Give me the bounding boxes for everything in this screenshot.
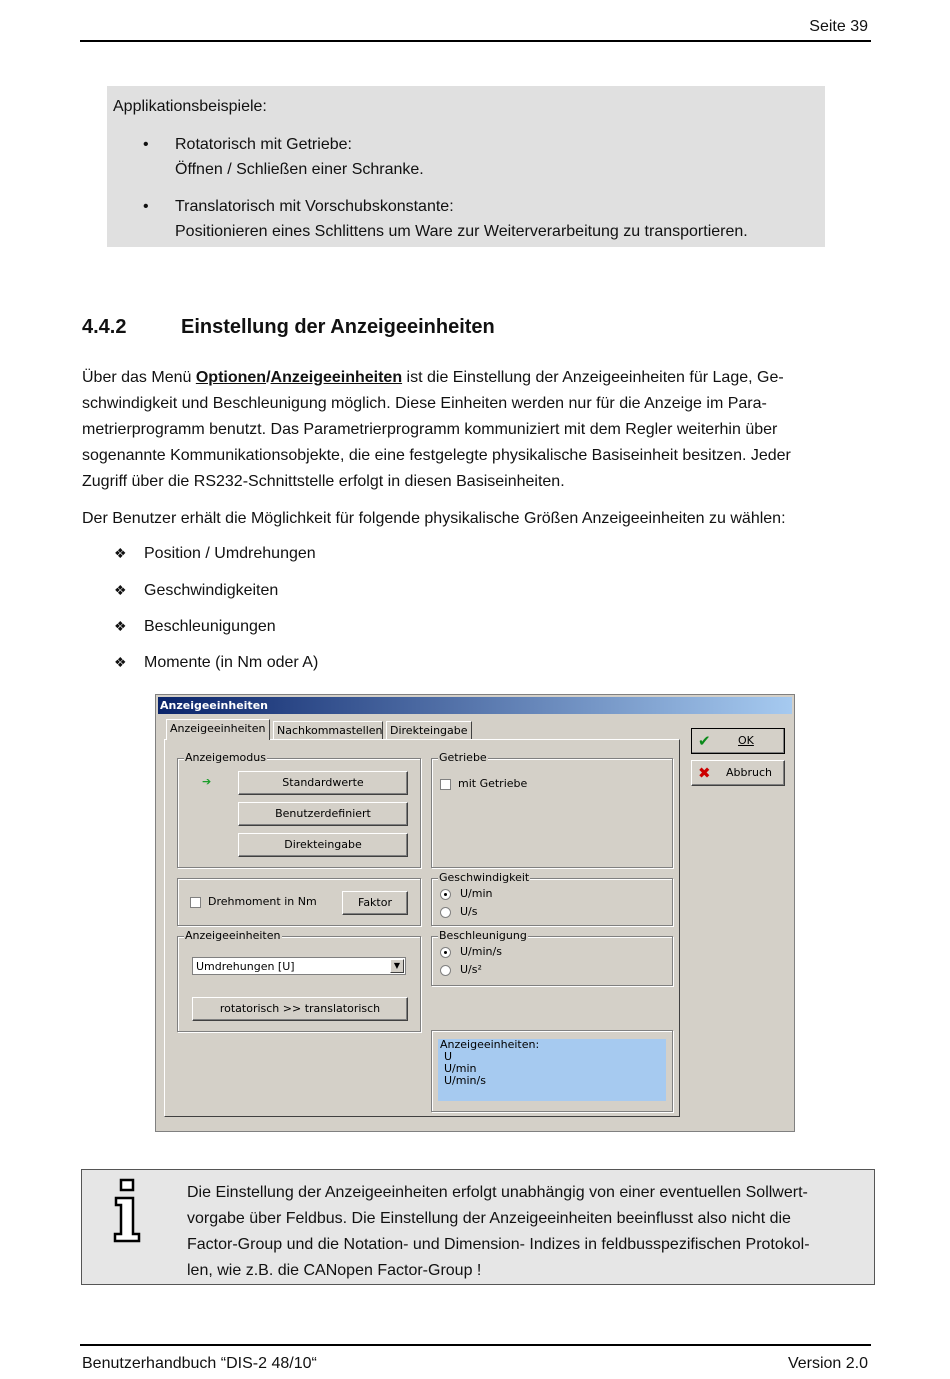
section-number: 4.4.2 (82, 316, 127, 338)
faktor-button[interactable]: Faktor (342, 891, 408, 915)
note-line: Factor-Group und die Notation- und Dimension- Indizes in feldbusspezifischen Protokol- (187, 1236, 810, 1253)
umin-label: U/min (460, 887, 493, 900)
list-item-label: Position / Umdrehungen (144, 545, 316, 562)
tab-direkteingabe[interactable]: Direkteingabe (386, 721, 472, 739)
uminps-label: U/min/s (460, 945, 502, 958)
page-number: Seite 39 (809, 18, 868, 35)
footer-version: Version 2.0 (787, 1355, 868, 1372)
summary-line: U/min (444, 1062, 477, 1075)
note-line: vorgabe über Feldbus. Die Einstellung der Anzeigeeinheiten beeinflusst also nicht die (187, 1210, 791, 1227)
summary-title: Anzeigeeinheiten: (440, 1038, 540, 1051)
arrow-right-icon: ➔ (202, 775, 212, 788)
tab-nachkommastellen[interactable]: Nachkommastellen (273, 721, 383, 739)
note-line: Die Einstellung der Anzeigeeinheiten erfolgt unabhängig von einer eventuellen Sollwert- (187, 1184, 808, 1201)
diamond-bullet-icon: ❖ (114, 582, 127, 598)
direkteingabe-button[interactable]: Direkteingabe (238, 833, 408, 857)
getriebe-group (431, 751, 673, 868)
list-item-label: Beschleunigungen (144, 618, 276, 635)
menu-separator: / (266, 369, 271, 386)
anzeigemodus-group (177, 751, 421, 868)
ok-label: OK (738, 734, 754, 747)
paragraph-text: Über das Menü (82, 369, 196, 386)
anzeigeeinheiten-legend: Anzeigeeinheiten (185, 929, 281, 942)
menu-optionen: Optionen (195, 369, 267, 386)
us2-radio[interactable] (440, 965, 451, 976)
us-radio[interactable] (440, 907, 451, 918)
mit-getriebe-checkbox[interactable] (440, 779, 451, 790)
footer-title: Benutzerhandbuch “DIS-2 48/10“ (82, 1355, 317, 1372)
application-item-line1: Rotatorisch mit Getriebe: (175, 136, 352, 153)
benutzerdefiniert-button[interactable]: Benutzerdefiniert (238, 802, 408, 826)
dropdown-arrow-icon[interactable]: ▼ (390, 959, 404, 973)
getriebe-legend: Getriebe (439, 751, 487, 764)
summary-box (438, 1039, 666, 1101)
note-line: len, wie z.B. die CANopen Factor-Group ! (187, 1262, 482, 1279)
diamond-bullet-icon: ❖ (114, 545, 127, 561)
application-item-line1: Translatorisch mit Vorschubskonstante: (175, 198, 454, 215)
intro-paragraph (82, 365, 862, 495)
application-examples-box (107, 86, 825, 247)
paragraph-text: ist die Einstellung der Anzeigeeinheiten für Lage, Ge- (402, 369, 784, 386)
us2-label: U/s² (460, 963, 482, 976)
anzeigeeinheiten-dialog (155, 694, 795, 1132)
bullet-icon: • (143, 198, 149, 215)
summary-group (431, 1030, 673, 1112)
anzeigemodus-legend: Anzeigemodus (185, 751, 266, 764)
paragraph-line: Zugriff über die RS232-Schnittstelle erfolgt in diesen Basiseinheiten. (82, 473, 565, 490)
list-item-label: Geschwindigkeiten (144, 582, 279, 599)
list-item-label: Momente (in Nm oder A) (144, 654, 319, 671)
paragraph-line: sogenannte Kommunikationsobjekte, die eine festgelegte physikalische Basiseinheit besitzen. Jeder (82, 447, 791, 464)
info-note (81, 1169, 875, 1285)
checkmark-icon: ✔ (698, 732, 711, 750)
umin-radio[interactable] (440, 889, 451, 900)
summary-line: U/min/s (444, 1074, 486, 1087)
footer-rule (80, 1344, 871, 1346)
summary-line: U (444, 1050, 453, 1063)
abbruch-button[interactable] (691, 760, 785, 786)
dialog-title: Anzeigeeinheiten (158, 697, 792, 714)
choice-paragraph (82, 506, 862, 532)
tab-anzeigeeinheiten[interactable]: Anzeigeeinheiten (166, 719, 270, 740)
info-icon (112, 1178, 142, 1244)
geschwindigkeit-group (431, 871, 673, 926)
diamond-bullet-icon: ❖ (114, 654, 127, 670)
application-item-line2: Öffnen / Schließen einer Schranke. (175, 161, 424, 178)
anzeigeeinheiten-select-value: Umdrehungen [U] (196, 960, 295, 973)
abbruch-label: Abbruch (726, 766, 773, 779)
rotatorisch-translatorisch-button[interactable]: rotatorisch >> translatorisch (192, 997, 408, 1021)
uminps-radio[interactable] (440, 947, 451, 958)
mit-getriebe-label: mit Getriebe (458, 777, 528, 790)
anzeigeeinheiten-group (177, 929, 421, 1032)
paragraph-line: metrierprogramm benutzt. Das Parametrierprogramm kommuniziert mit dem Regler weiterhin über (82, 421, 778, 438)
geschwindigkeit-legend: Geschwindigkeit (439, 871, 530, 884)
drehmoment-label: Drehmoment in Nm (208, 895, 317, 908)
paragraph-line: schwindigkeit und Beschleunigung möglich. Diese Einheiten werden nur für die Anzeige im Para- (82, 395, 767, 412)
header-rule (80, 40, 871, 42)
paragraph-line: Der Benutzer erhält die Möglichkeit für folgende physikalische Größen Anzeigeeinheiten zu wählen: (82, 510, 786, 527)
beschleunigung-group (431, 929, 673, 986)
drehmoment-checkbox[interactable] (190, 897, 201, 908)
section-title: Einstellung der Anzeigeeinheiten (181, 316, 495, 338)
application-item-line2: Positionieren eines Schlittens um Ware zur Weiterverarbeitung zu transportieren. (175, 223, 748, 240)
us-label: U/s (460, 905, 478, 918)
cross-icon: ✖ (698, 764, 711, 782)
bullet-icon: • (143, 136, 149, 153)
application-examples-title: Applikationsbeispiele: (113, 98, 267, 115)
diamond-bullet-icon: ❖ (114, 618, 127, 634)
menu-anzeigeeinheiten: Anzeigeeinheiten (270, 369, 403, 386)
tab-panel (164, 739, 680, 1117)
ok-button[interactable] (691, 728, 785, 754)
beschleunigung-legend: Beschleunigung (439, 929, 527, 942)
standardwerte-button[interactable]: Standardwerte (238, 771, 408, 795)
anzeigeeinheiten-select[interactable] (192, 957, 406, 975)
drehmoment-group (177, 878, 421, 926)
